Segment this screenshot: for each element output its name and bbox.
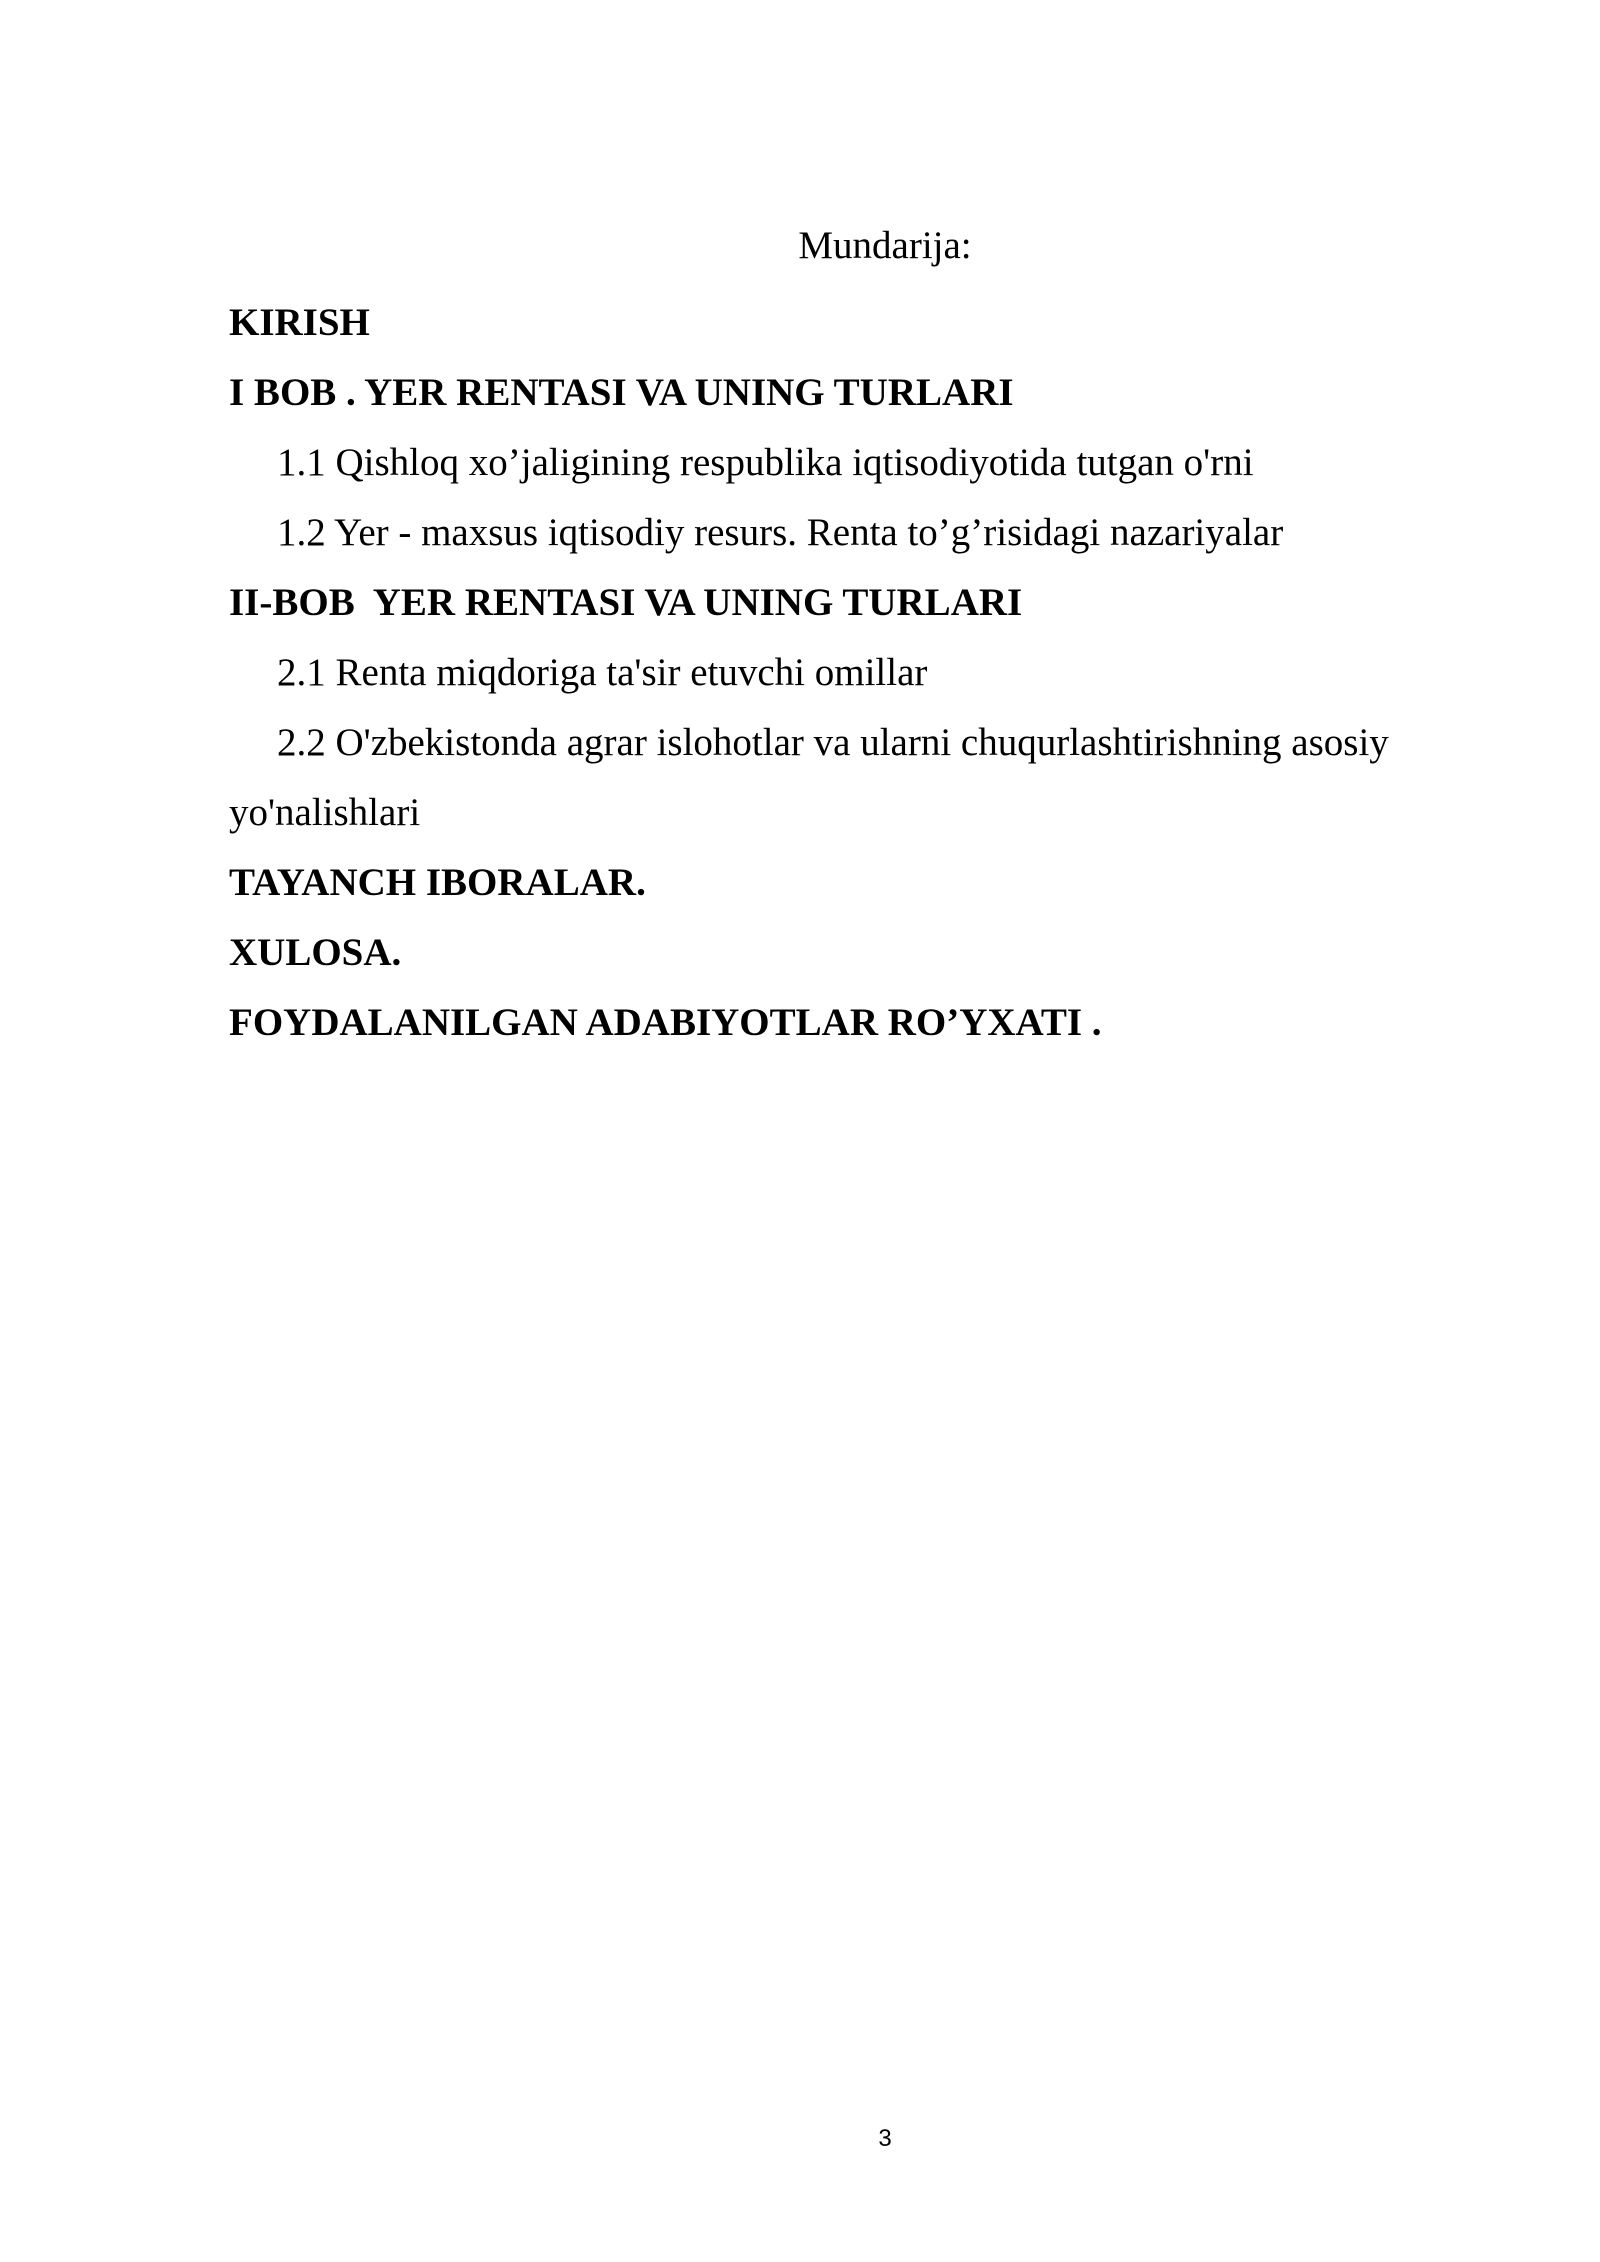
toc-entry-section-1-1: 1.1 Qishloq xo’jaligining respublika iqtisodiyotida tutgan o'rni xyxy=(277,441,1254,484)
toc-entry-key-terms: TAYANCH IBORALAR. xyxy=(229,861,646,904)
toc-entry-section-1-2: 1.2 Yer - maxsus iqtisodiy resurs. Renta to’g’risidagi nazariyalar xyxy=(277,511,1284,554)
toc-entry-introduction: KIRISH xyxy=(229,301,370,344)
toc-entry-chapter-1: I BOB . YER RENTASI VA UNING TURLARI xyxy=(229,371,1014,414)
table-of-contents xyxy=(229,288,1429,1058)
toc-entry-section-2-2-continued: yo'nalishlari xyxy=(229,791,421,834)
toc-entry-chapter-2: II-BOB YER RENTASI VA UNING TURLARI xyxy=(229,581,1023,624)
toc-entry-references: FOYDALANILGAN ADABIYOTLAR RO’YXATI . xyxy=(229,1001,1102,1044)
toc-title: Mundarija: xyxy=(798,224,972,267)
page-number: 3 xyxy=(878,2125,892,2152)
toc-entry-section-2-2: 2.2 O'zbekistonda agrar islohotlar va ularni chuqurlashtirishning asosiy xyxy=(277,721,1389,764)
toc-entry-conclusion: XULOSA. xyxy=(229,931,402,974)
toc-entry-section-2-1: 2.1 Renta miqdoriga ta'sir etuvchi omillar xyxy=(277,651,928,694)
